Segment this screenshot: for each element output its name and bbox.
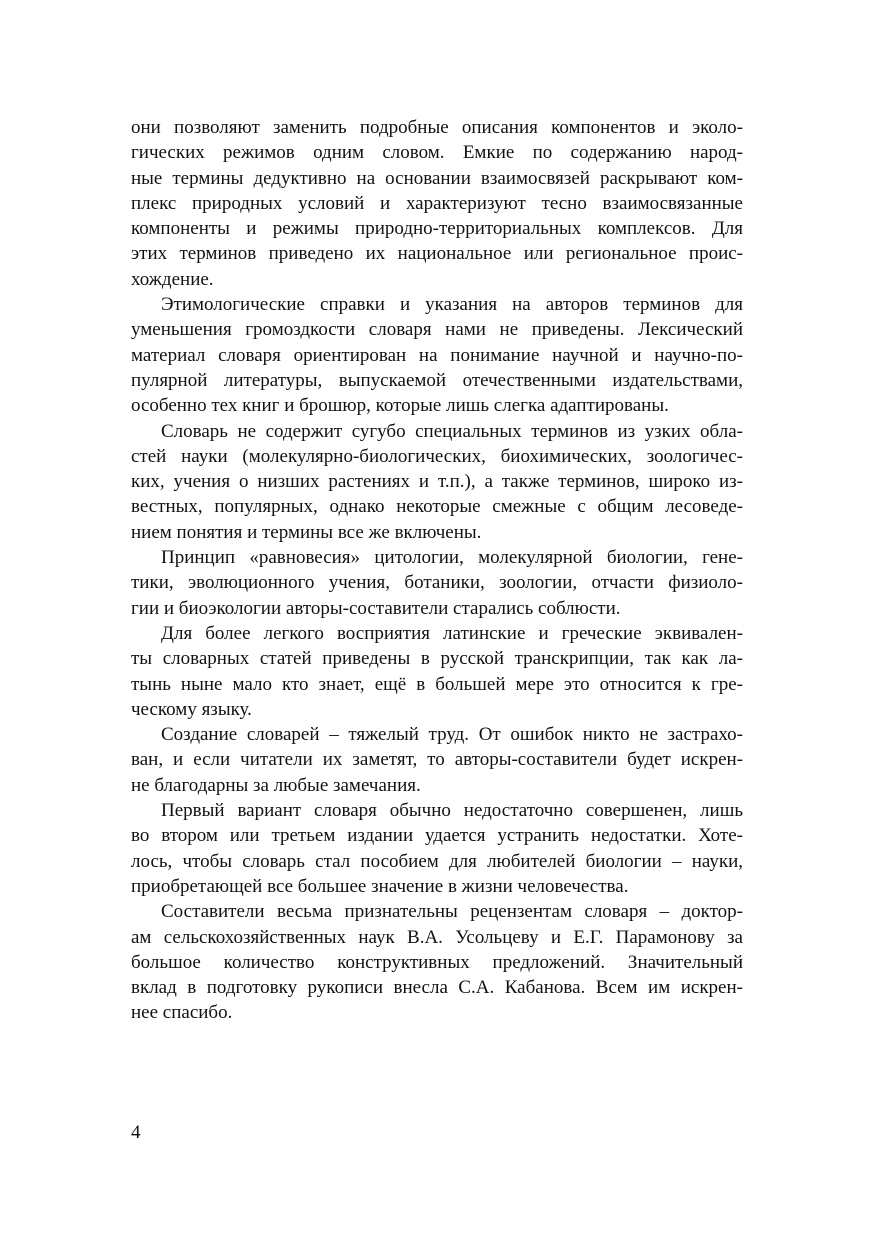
text-line: гии и биоэкологии авторы-составители старались соблюсти. (131, 597, 621, 619)
text-line: хождение. (131, 268, 214, 290)
text-line: Первый вариант словаря обычно недостаточно совершенен, лишь (161, 800, 743, 822)
text-line: Для более легкого восприятия латинские и греческие эквивален- (161, 622, 743, 644)
text-line: особенно тех книг и брошюр, которые лишь слегка адаптированы. (131, 395, 669, 417)
text-line: ческому языку. (131, 698, 252, 720)
text-line: лось, чтобы словарь стал пособием для любителей биологии – науки, (131, 850, 743, 872)
text-line: плекс природных условий и характеризуют тесно взаимосвязанные (131, 192, 743, 214)
text-line: Создание словарей – тяжелый труд. От ошибок никто не застрахо- (161, 724, 743, 746)
text-line: пулярной литературы, выпускаемой отечественными издательствами, (131, 369, 743, 391)
text-line: ван, и если читатели их заметят, то авторы-составители будет искрен- (131, 749, 743, 771)
text-line: стей науки (молекулярно-биологических, биохимических, зоологичес- (131, 445, 743, 467)
paragraph-5 (131, 621, 743, 722)
text-line: Принцип «равновесия» цитологии, молекулярной биологии, гене- (161, 547, 743, 569)
text-line: ные термины дедуктивно на основании взаимосвязей раскрывают ком- (131, 167, 743, 189)
paragraph-2 (131, 292, 743, 418)
text-line: большое количество конструктивных предложений. Значительный (131, 951, 743, 973)
text-line: гических режимов одним словом. Емкие по содержанию народ- (131, 142, 743, 164)
text-line: Словарь не содержит сугубо специальных терминов из узких обла- (161, 420, 743, 442)
text-line: ты словарных статей приведены в русской транскрипции, так как ла- (131, 648, 743, 670)
text-line: Составители весьма признательны рецензентам словаря – доктор- (161, 901, 743, 923)
text-line: ам сельскохозяйственных наук В.А. Усольцеву и Е.Г. Парамонову за (131, 926, 743, 948)
text-line: они позволяют заменить подробные описания компонентов и эколо- (131, 117, 743, 138)
text-line: этих терминов приведено их национальное или региональное проис- (131, 243, 743, 265)
text-line: нее спасибо. (131, 1002, 233, 1024)
text-line: Этимологические справки и указания на авторов терминов для (161, 294, 743, 316)
paragraph-3 (131, 419, 743, 545)
text-line: нием понятия и термины все же включены. (131, 521, 482, 543)
text-line: уменьшения громоздкости словаря нами не приведены. Лексический (131, 319, 743, 341)
body-text (131, 115, 743, 1026)
text-line: вестных, популярных, однако некоторые смежные с общим лесоведе- (131, 496, 743, 518)
page-number: 4 (131, 1122, 141, 1143)
text-line: во втором или третьем издании удается устранить недостатки. Хоте- (131, 825, 743, 847)
text-line: вклад в подготовку рукописи внесла С.А. Кабанова. Всем им искрен- (131, 977, 743, 999)
text-line: ких, учения о низших растениях и т.п.), а также терминов, широко из- (131, 471, 743, 493)
paragraph-8 (131, 899, 743, 1025)
paragraph-4 (131, 545, 743, 621)
paragraph-6 (131, 722, 743, 798)
paragraph-1 (131, 115, 743, 292)
text-line: компоненты и режимы природно-территориальных комплексов. Для (131, 218, 743, 240)
text-line: материал словаря ориентирован на понимание научной и научно-по- (131, 344, 743, 366)
text-line: тынь ныне мало кто знает, ещё в большей мере это относится к гре- (131, 673, 743, 695)
text-line: тики, эволюционного учения, ботаники, зоологии, отчасти физиоло- (131, 572, 743, 594)
text-line: не благодарны за любые замечания. (131, 774, 421, 796)
paragraph-7 (131, 798, 743, 899)
text-line: приобретающей все большее значение в жизни человечества. (131, 875, 629, 897)
